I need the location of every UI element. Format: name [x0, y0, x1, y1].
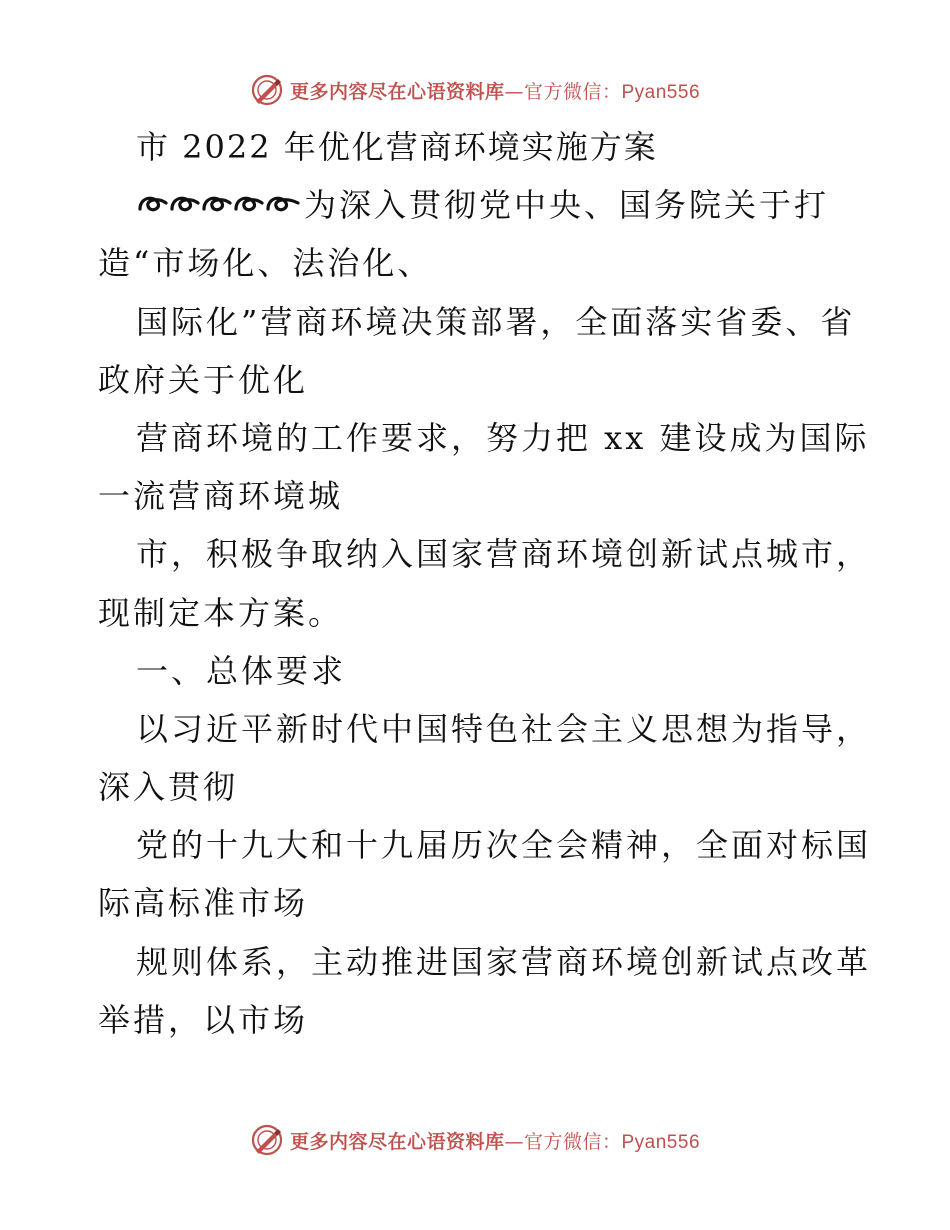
watermark-separator: —	[504, 1130, 524, 1153]
paragraph-line: 现制定本方案。	[98, 593, 344, 632]
watermark-separator: —	[504, 80, 524, 103]
paragraph-line: 际高标准市场	[98, 884, 309, 923]
watermark-wechat-label: 官方微信：	[523, 1130, 622, 1153]
watermark-prefix: 更多内容尽在心语资料库	[289, 1130, 505, 1153]
watermark-wechat-label: 官方微信：	[523, 80, 622, 103]
document-title: 市 2022 年优化营商环境实施方案	[136, 128, 658, 166]
watermark-text	[290, 1127, 700, 1154]
watermark-prefix: 更多内容尽在心语资料库	[289, 80, 505, 103]
footer-watermark	[0, 1120, 950, 1160]
paragraph-line: 造“市场化、法治化、	[98, 244, 433, 283]
pen-circle-logo-icon	[250, 1123, 284, 1157]
paragraph-line: 营商环境的工作要求，努力把 xx 建设成为国际	[136, 418, 870, 457]
paragraph-text: 为深入贯彻党中央、国务院关于打	[304, 186, 830, 225]
paragraph-line: 举措，以市场	[98, 1000, 309, 1039]
pen-circle-logo-icon	[250, 73, 284, 107]
watermark-wechat-id: Pyan556	[621, 1131, 701, 1153]
watermark-text	[290, 77, 700, 104]
paragraph-line: 深入贯彻	[98, 768, 239, 807]
watermark-wechat-id: Pyan556	[621, 81, 701, 103]
paragraph-line: 政府关于优化	[98, 360, 309, 399]
section-heading: 一、总体要求	[136, 651, 347, 690]
paragraph-line: 规则体系，主动推进国家营商环境创新试点改革	[136, 942, 872, 981]
header-watermark	[0, 70, 950, 110]
paragraph-line: 党的十九大和十九届历次全会精神，全面对标国	[136, 826, 872, 865]
paragraph-line	[98, 176, 858, 234]
decorative-ornament-icon	[136, 179, 302, 237]
paragraph-line: 一流营商环境城	[98, 477, 344, 516]
paragraph-line: 国际化”营商环境决策部署，全面落实省委、省	[136, 302, 856, 341]
document-body	[98, 118, 872, 1049]
paragraph-line: 市，积极争取纳入国家营商环境创新试点城市，	[136, 535, 872, 574]
paragraph-line: 以习近平新时代中国特色社会主义思想为指导，	[136, 709, 872, 748]
